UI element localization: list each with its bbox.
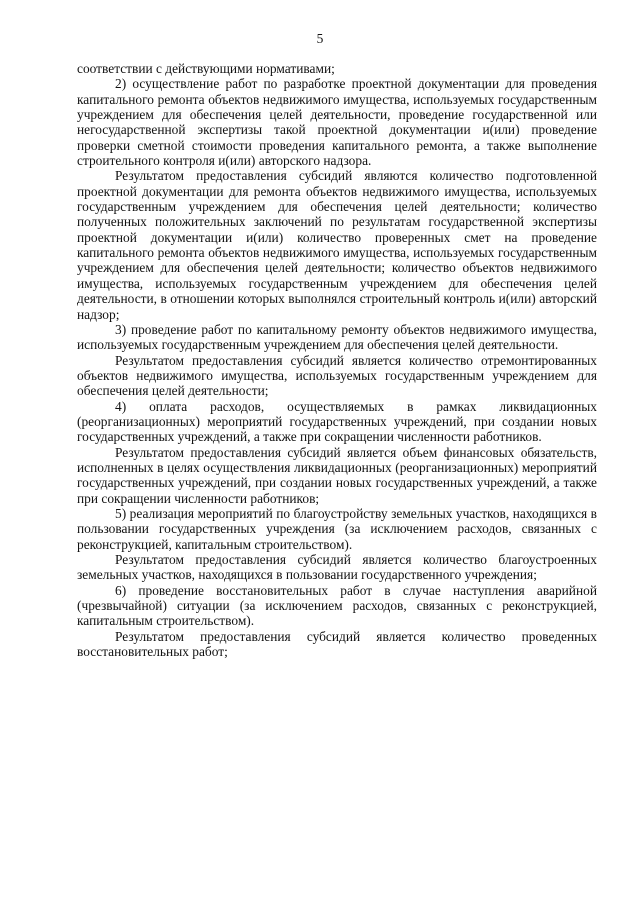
paragraph-continuation: соответствии с действующими нормативами; [77, 61, 335, 76]
paragraph-result-4: Результатом предоставления субсидий является объем финансовых обязательств, исполненных в целях осуществления ликвидационных (реорганизационных) мероприятий государственных учреждений, при создании новых государственных учреждений, а также при сокращении численности работников; [77, 444, 597, 506]
paragraph-result-3: Результатом предоставления субсидий является количество отремонтированных объектов недвижимого имущества, используемых государственным учреждением для обеспечения целей деятельности; [77, 352, 597, 399]
paragraph-item-6: 6) проведение восстановительных работ в случае наступления аварийной (чрезвычайной) ситуации (за исключением расходов, связанных с реконструкцией, капитальным строительством). [77, 582, 597, 629]
paragraph-result-5: Результатом предоставления субсидий является количество благоустроенных земельных участков, находящихся в пользовании государственного учреждения; [77, 552, 597, 583]
document-body [77, 61, 597, 659]
paragraph-result-6: Результатом предоставления субсидий является количество проведенных восстановительных работ; [77, 628, 597, 660]
paragraph-item-4: 4) оплата расходов, осуществляемых в рамках ликвидационных (реорганизационных) мероприятий государственных учреждений, при создании новых государственных учреждений, а также при сокращении численности работников. [77, 398, 597, 445]
paragraph-item-2: 2) осуществление работ по разработке проектной документации для проведения капитального ремонта объектов недвижимого имущества, используемых государственным учреждением для обеспечения целей деятельности, проведение государственной или негосударственной экспертизы такой проектной документации и(или) проведение проверки сметной стоимости проведения капитального ремонта, а также выполнение строительного контроля и(или) авторского надзора. [77, 76, 597, 169]
paragraph-item-3: 3) проведение работ по капитальному ремонту объектов недвижимого имущества, используемых государственным учреждением для обеспечения целей деятельности. [77, 321, 597, 353]
paragraph-item-5: 5) реализация мероприятий по благоустройству земельных участков, находящихся в пользовании государственных учреждения (за исключением расходов, связанных с реконструкцией, капитальным строительством). [77, 505, 597, 552]
page-number: 5 [316, 31, 324, 46]
paragraph-result-2: Результатом предоставления субсидий являются количество подготовленной проектной документации для ремонта объектов недвижимого имущества, используемых государственным учреждением для обеспечения целей деятельности; количество полученных положительных заключений по результатам государственной экспертизы проектной документации и(или) количество проверенных смет на проведение капитального ремонта объектов недвижимого имущества, используемых государственным учреждением для обеспечения целей деятельности; количество объектов недвижимого имущества, используемых государственным учреждением для обеспечения целей деятельности, в отношении которых выполнялся строительный контроль и(или) авторский надзор; [77, 168, 597, 322]
